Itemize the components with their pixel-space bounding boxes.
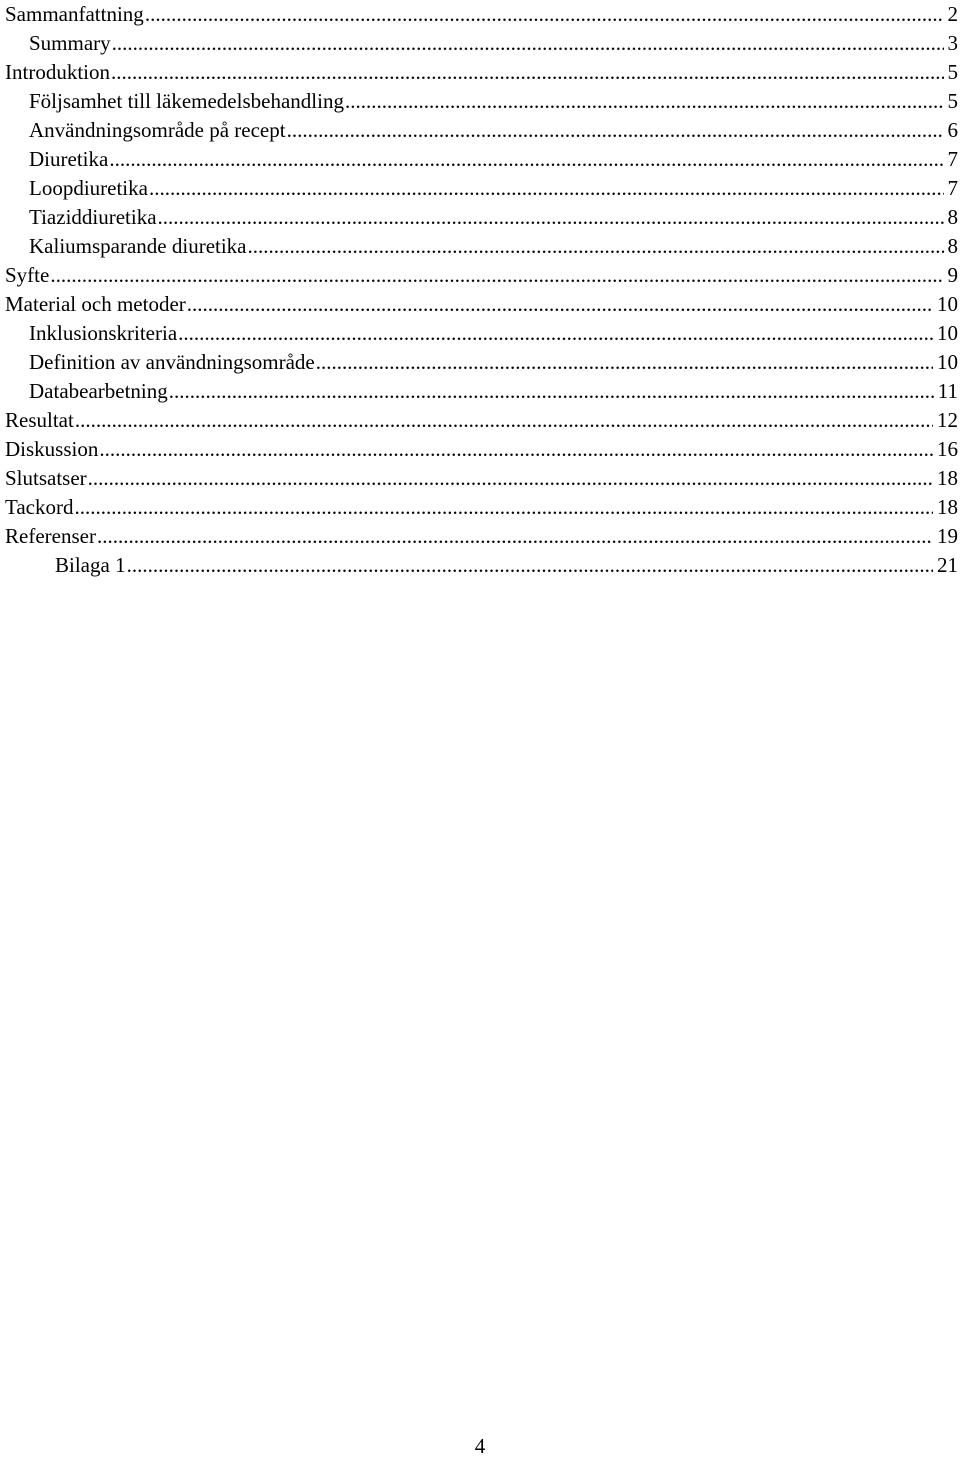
toc-entry[interactable]	[0, 493, 960, 522]
toc-entry-title: Slutsatser	[5, 466, 87, 490]
toc-entry[interactable]	[0, 0, 960, 29]
toc-entry-title: Sammanfattning	[5, 2, 144, 26]
toc-entry-page: 7	[947, 147, 958, 171]
toc-entry[interactable]	[0, 464, 960, 493]
toc-entry[interactable]	[0, 261, 960, 290]
toc-entry-page: 18	[937, 466, 958, 490]
toc-entry[interactable]	[0, 87, 960, 116]
toc-dot-leader	[127, 551, 933, 579]
toc-entry[interactable]	[0, 29, 960, 58]
toc-dot-leader	[109, 145, 943, 173]
toc-entry[interactable]	[0, 145, 960, 174]
toc-entry-title: Diskussion	[5, 437, 99, 461]
toc-entry-title: Referenser	[5, 524, 96, 548]
toc-entry-page: 6	[947, 118, 958, 142]
page-number: 4	[474, 1434, 486, 1458]
table-of-contents	[0, 0, 960, 580]
toc-entry[interactable]	[0, 522, 960, 551]
toc-dot-leader	[187, 290, 933, 318]
toc-entry-title: Syfte	[5, 263, 50, 287]
toc-entry[interactable]	[0, 348, 960, 377]
toc-entry-title: Material och metoder	[5, 292, 186, 316]
toc-dot-leader	[145, 0, 944, 28]
toc-entry-page: 11	[937, 379, 958, 403]
toc-entry-page: 10	[937, 292, 958, 316]
toc-entry-title: Loopdiuretika	[29, 176, 148, 200]
toc-dot-leader	[158, 203, 944, 231]
toc-entry[interactable]	[0, 290, 960, 319]
toc-entry[interactable]	[0, 406, 960, 435]
toc-entry[interactable]	[0, 435, 960, 464]
toc-entry-title: Användningsområde på recept	[29, 118, 286, 142]
toc-entry-title: Resultat	[5, 408, 74, 432]
toc-entry-page: 12	[937, 408, 958, 432]
toc-entry-page: 18	[937, 495, 958, 519]
toc-entry-title: Inklusionskriteria	[29, 321, 178, 345]
toc-entry[interactable]	[0, 116, 960, 145]
toc-entry-page: 9	[947, 263, 958, 287]
toc-entry-title: Tackord	[5, 495, 74, 519]
toc-dot-leader	[169, 377, 934, 405]
toc-dot-leader	[287, 116, 944, 144]
toc-entry-page: 5	[947, 60, 958, 84]
toc-dot-leader	[88, 464, 933, 492]
toc-entry-title: Introduktion	[5, 60, 110, 84]
toc-entry-page: 2	[947, 2, 958, 26]
toc-entry-title: Följsamhet till läkemedelsbehandling	[29, 89, 344, 113]
toc-entry-page: 3	[947, 31, 958, 55]
toc-entry-title: Databearbetning	[29, 379, 168, 403]
toc-dot-leader	[75, 406, 933, 434]
toc-dot-leader	[75, 493, 934, 521]
toc-entry[interactable]	[0, 551, 960, 580]
toc-entry[interactable]	[0, 232, 960, 261]
toc-entry-title: Tiaziddiuretika	[29, 205, 157, 229]
toc-entry-page: 19	[937, 524, 958, 548]
toc-entry[interactable]	[0, 203, 960, 232]
toc-entry-title: Diuretika	[29, 147, 109, 171]
toc-entry-title: Kaliumsparande diuretika	[29, 234, 247, 258]
toc-entry-page: 5	[947, 89, 958, 113]
toc-entry-title: Bilaga 1	[55, 553, 126, 577]
toc-entry[interactable]	[0, 58, 960, 87]
toc-entry-title: Summary	[29, 31, 111, 55]
toc-entry-title: Definition av användningsområde	[29, 350, 315, 374]
toc-dot-leader	[248, 232, 944, 260]
toc-entry[interactable]	[0, 174, 960, 203]
toc-entry-page: 7	[947, 176, 958, 200]
toc-dot-leader	[149, 174, 944, 202]
toc-entry[interactable]	[0, 377, 960, 406]
toc-entry-page: 10	[937, 350, 958, 374]
toc-dot-leader	[99, 435, 933, 463]
toc-entry-page: 21	[937, 553, 958, 577]
toc-entry-page: 8	[947, 234, 958, 258]
toc-dot-leader	[316, 348, 933, 376]
toc-entry[interactable]	[0, 319, 960, 348]
toc-dot-leader	[345, 87, 944, 115]
toc-dot-leader	[178, 319, 933, 347]
toc-entry-page: 10	[937, 321, 958, 345]
toc-dot-leader	[97, 522, 933, 550]
toc-dot-leader	[50, 261, 943, 289]
toc-dot-leader	[112, 29, 944, 57]
toc-dot-leader	[111, 58, 944, 86]
toc-entry-page: 16	[937, 437, 958, 461]
toc-entry-page: 8	[947, 205, 958, 229]
